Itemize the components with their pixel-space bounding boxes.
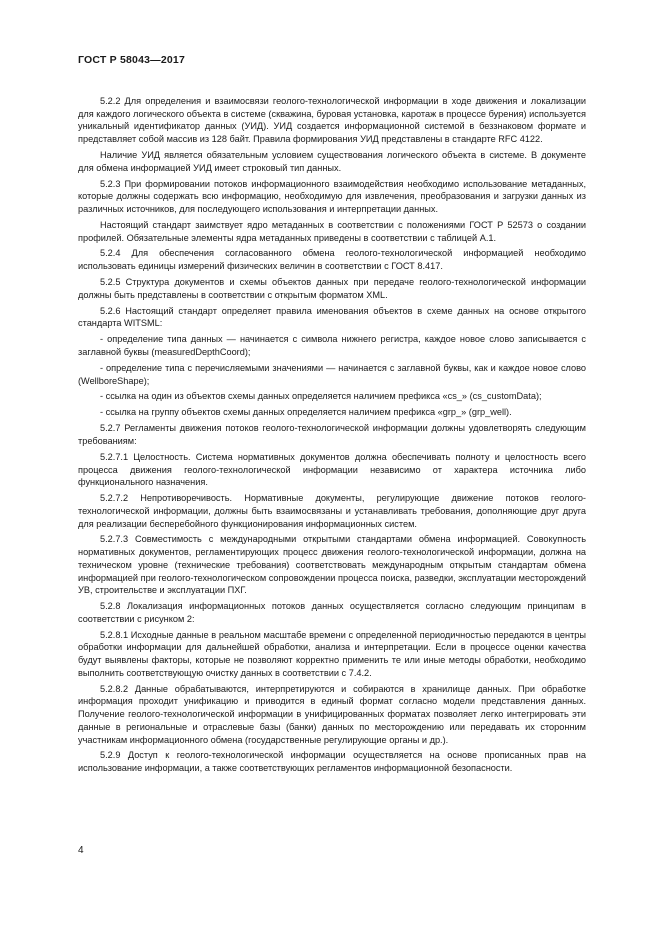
page-number: 4 [78,845,84,856]
document-body [78,95,586,778]
paragraph-5-2-7-2: 5.2.7.2 Непротиворечивость. Нормативные документы, регулирующие движение потоков геолого-технологической информации, должны быть взаимосвязаны и устанавливать требования, дополняющие друг друга для реализации бесперебойного функционирования информационных систем. [78,493,586,529]
paragraph-5-2-8: 5.2.8 Локализация информационных потоков данных осуществляется согласно следующим принципам в соответствии с рисунком 2: [78,601,586,624]
paragraph-5-2-8-1: 5.2.8.1 Исходные данные в реальном масштабе времени с определенной периодичностью передаются в центры обработки информации для дальнейшей обработки, анализа и интерпретации. Если в процессе оценки качества будут выявлены факторы, которые не позволяют корректно применить те или иные методы обработки, необходимо выполнить соответствующую очистку данных в соответствии с 7.4.2. [78,629,586,678]
paragraph-5-2-9: 5.2.9 Доступ к геолого-технологической информации осуществляется на основе прописанных прав на использование информации, а также соответствующих регламентов информационной безопасности. [78,750,586,774]
paragraph-5-2-5: 5.2.5 Структура документов и схемы объектов данных при передаче геолого-технологической информации должны быть представлены в соответствии с открытым форматом XML. [78,277,586,300]
paragraph-5-2-3: 5.2.3 При формировании потоков информационного взаимодействия необходимо использование метаданных, которые должны содержать всю информацию, необходимую для извлечения, преобразования и загрузки данных из различных источников, для последующего использования и интерпретации данных. [78,178,586,214]
list-item-cs-prefix: - ссылка на один из объектов схемы данных определяется наличием префикса «cs_» (cs_customData); [100,391,542,402]
document-header: ГОСТ Р 58043—2017 [78,54,186,66]
list-item-enum-type: - определение типа с перечисляемыми значениями — начинается с заглавной буквы, как и каждое новое слово (WellboreShape); [78,362,586,386]
paragraph-5-2-6: 5.2.6 Настоящий стандарт определяет правила именования объектов в схеме данных на основе открытого стандарта WITSML: [78,305,586,329]
paragraph-5-2-2: 5.2.2 Для определения и взаимосвязи геолого-технологической информации в ходе движения и локализации для каждого логического объекта в системе (скважина, буровая установка, каротаж в процессе бурения) используется уникальный идентификатор данных (УИД). УИД создается информационной системой в беззнаковом формате и представляет собой массив из 128 байт. Правила формирования УИД представлены в стандарте RFC 4122. [78,96,586,145]
paragraph-5-2-4: 5.2.4 Для обеспечения согласованного обмена геолого-технологической информацией необходимо использовать единицы измерений физических величин в соответствии с ГОСТ 8.417. [78,248,586,272]
paragraph-5-2-7-1: 5.2.7.1 Целостность. Система нормативных документов должна обеспечивать полноту и целостность всего процесса движения геолого-технологической информации независимо от характера источника либо функционального назначения. [78,451,586,488]
paragraph-5-2-7-3: 5.2.7.3 Совместимость с международными открытыми стандартами обмена информацией. Совокупность нормативных документов, регламентирующих процесс движения геолого-технологической информации, должна на техническом уровне (технические требования) соответствовать международным открытым стандартам обмена информацией при геолого-технологическом сопровождении процесса поиска, разведки, эксплуатации месторождений УВ, строительстве и эксплуатации ПХГ. [78,534,586,596]
paragraph-metadata-core: Настоящий стандарт заимствует ядро метаданных в соответствии с положениями ГОСТ Р 52573 о создании профилей. Обязательные элементы ядра метаданных приведены в соответствии с таблицей А.1. [78,219,586,243]
list-item-data-type: - определение типа данных — начинается с символа нижнего регистра, каждое новое слово записывается с заглавной буквы (measuredDepthCoord); [78,334,586,357]
paragraph-5-2-8-2: 5.2.8.2 Данные обрабатываются, интерпретируются и собираются в хранилище данных. При обработке информация проходит унификацию и приводится в единый формат согласно модели представления данных. Получение геолого-технологической информации в унифицированных форматах позволяет легко интегрировать эти данные в региональные и отраслевые базы (банки) данных по месторождению или передавать их сторонним участникам информационного обмена (государственные регулирующие органы и др.). [78,683,586,745]
list-item-grp-prefix: - ссылка на группу объектов схемы данных определяется наличием префикса «grp_» (grp_well). [100,407,512,418]
paragraph-uid-note: Наличие УИД является обязательным условием существования логического объекта в системе. В документе для обмена информацией УИД имеет строковый тип данных. [78,150,586,173]
paragraph-5-2-7: 5.2.7 Регламенты движения потоков геолого-технологической информации должны удовлетворять следующим требованиям: [78,423,586,446]
